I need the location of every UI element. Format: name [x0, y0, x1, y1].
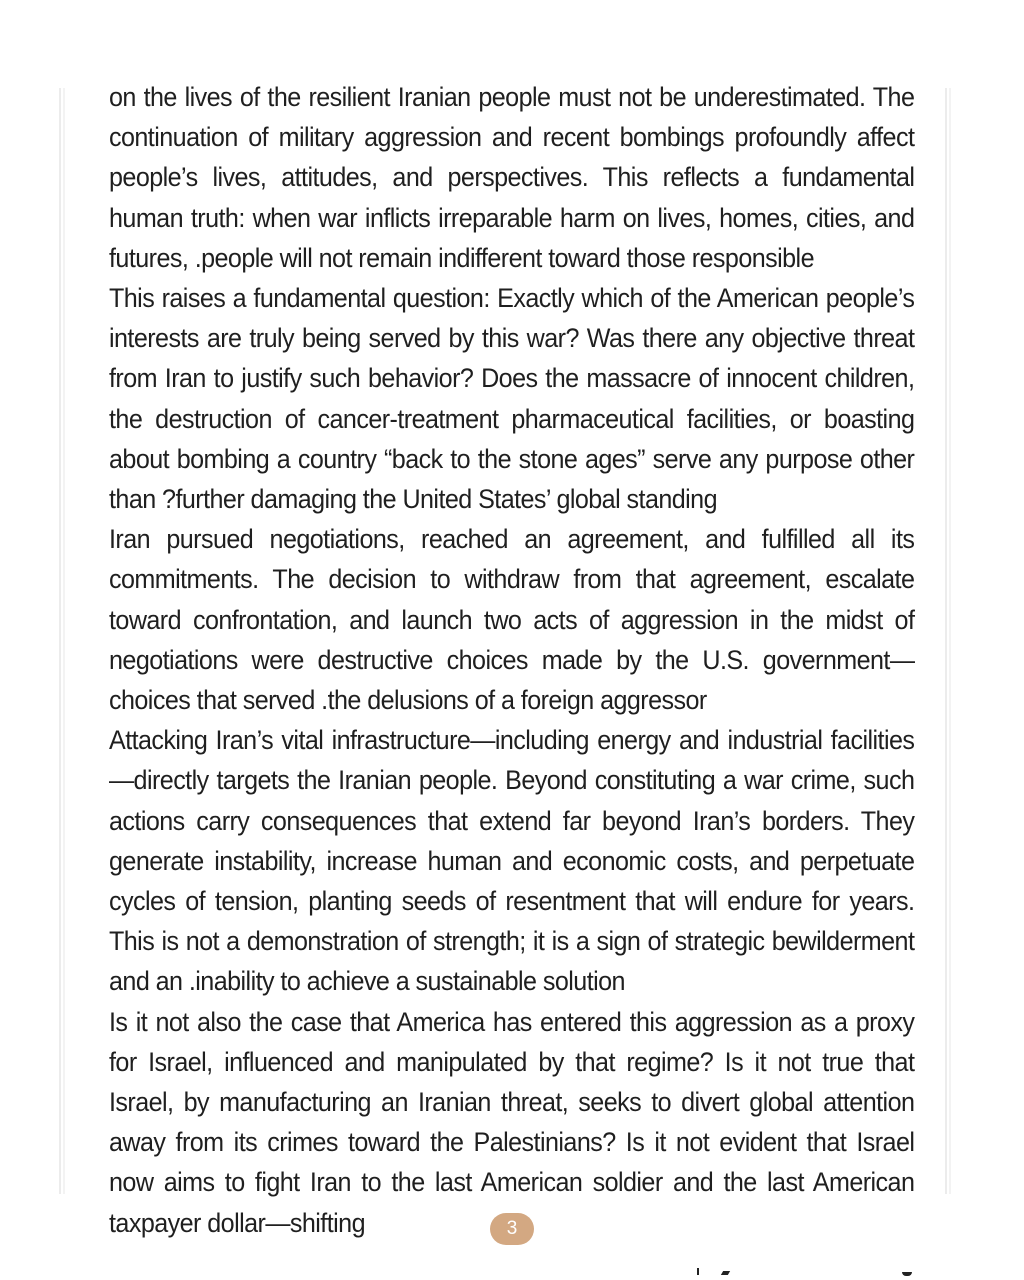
body-text — [109, 77, 914, 1243]
paragraph-4: Attacking Iran’s vital infrastructure—including energy and industrial facilities—directly targets the Iranian people. Beyond constituting a war crime, such actions carry consequences that extend far beyond Iran’s borders. They generate instability, increase human and economic costs, and perpetuate cycles of tension, planting seeds of resentment that will endure for years. This is not a demonstration of strength; it is a sign of strategic bewilderment and an .inability to achieve a sustainable solution — [109, 725, 915, 997]
left-margin-rule — [59, 88, 65, 1194]
right-margin-rule — [945, 88, 951, 1194]
paragraph-3: Iran pursued negotiations, reached an agreement, and fulfilled all its commitments. The decision to withdraw from that agreement, escalate toward confrontation, and launch two acts of aggression in the midst of negotiations were destructive choices made by the U.S. government—choices that served .the delusions of a foreign aggressor — [109, 524, 915, 716]
glyph-fragment — [697, 1268, 699, 1275]
paragraph-2: This raises a fundamental question: Exactly which of the American people’s interests are truly being served by this war? Was there any objective threat from Iran to justify such behavior? Does the massacre of innocent children, the destruction of cancer-treatment pharmaceutical facilities, or boasting about bombing a country “back to the stone ages” serve any purpose other than ?further damaging the United States’ global standing — [109, 283, 915, 515]
glyph-fragment — [721, 1271, 730, 1275]
paragraph-1: on the lives of the resilient Iranian people must not be underestimated. The continuation of military aggression and recent bombings profoundly affect people’s lives, attitudes, and perspectives. This reflects a fundamental human truth: when war inflicts irreparable harm on lives, homes, cities, and futures, .people will not remain indifferent toward those responsible — [109, 82, 915, 273]
paragraph-5: Is it not also the case that America has entered this aggression as a proxy for Israel, influenced and manipulated by that regime? Is it not true that Israel, by manufacturing an Iranian threat, seeks to divert global attention away from its crimes toward the Palestinians? Is it not evident that Israel now aims to fight Iran to the last American soldier and the last American taxpayer dollar—shifting — [109, 1006, 915, 1238]
page-number-badge: 3 — [490, 1213, 534, 1245]
next-page-text-fragment — [0, 1268, 1024, 1280]
glyph-fragment — [902, 1272, 912, 1276]
